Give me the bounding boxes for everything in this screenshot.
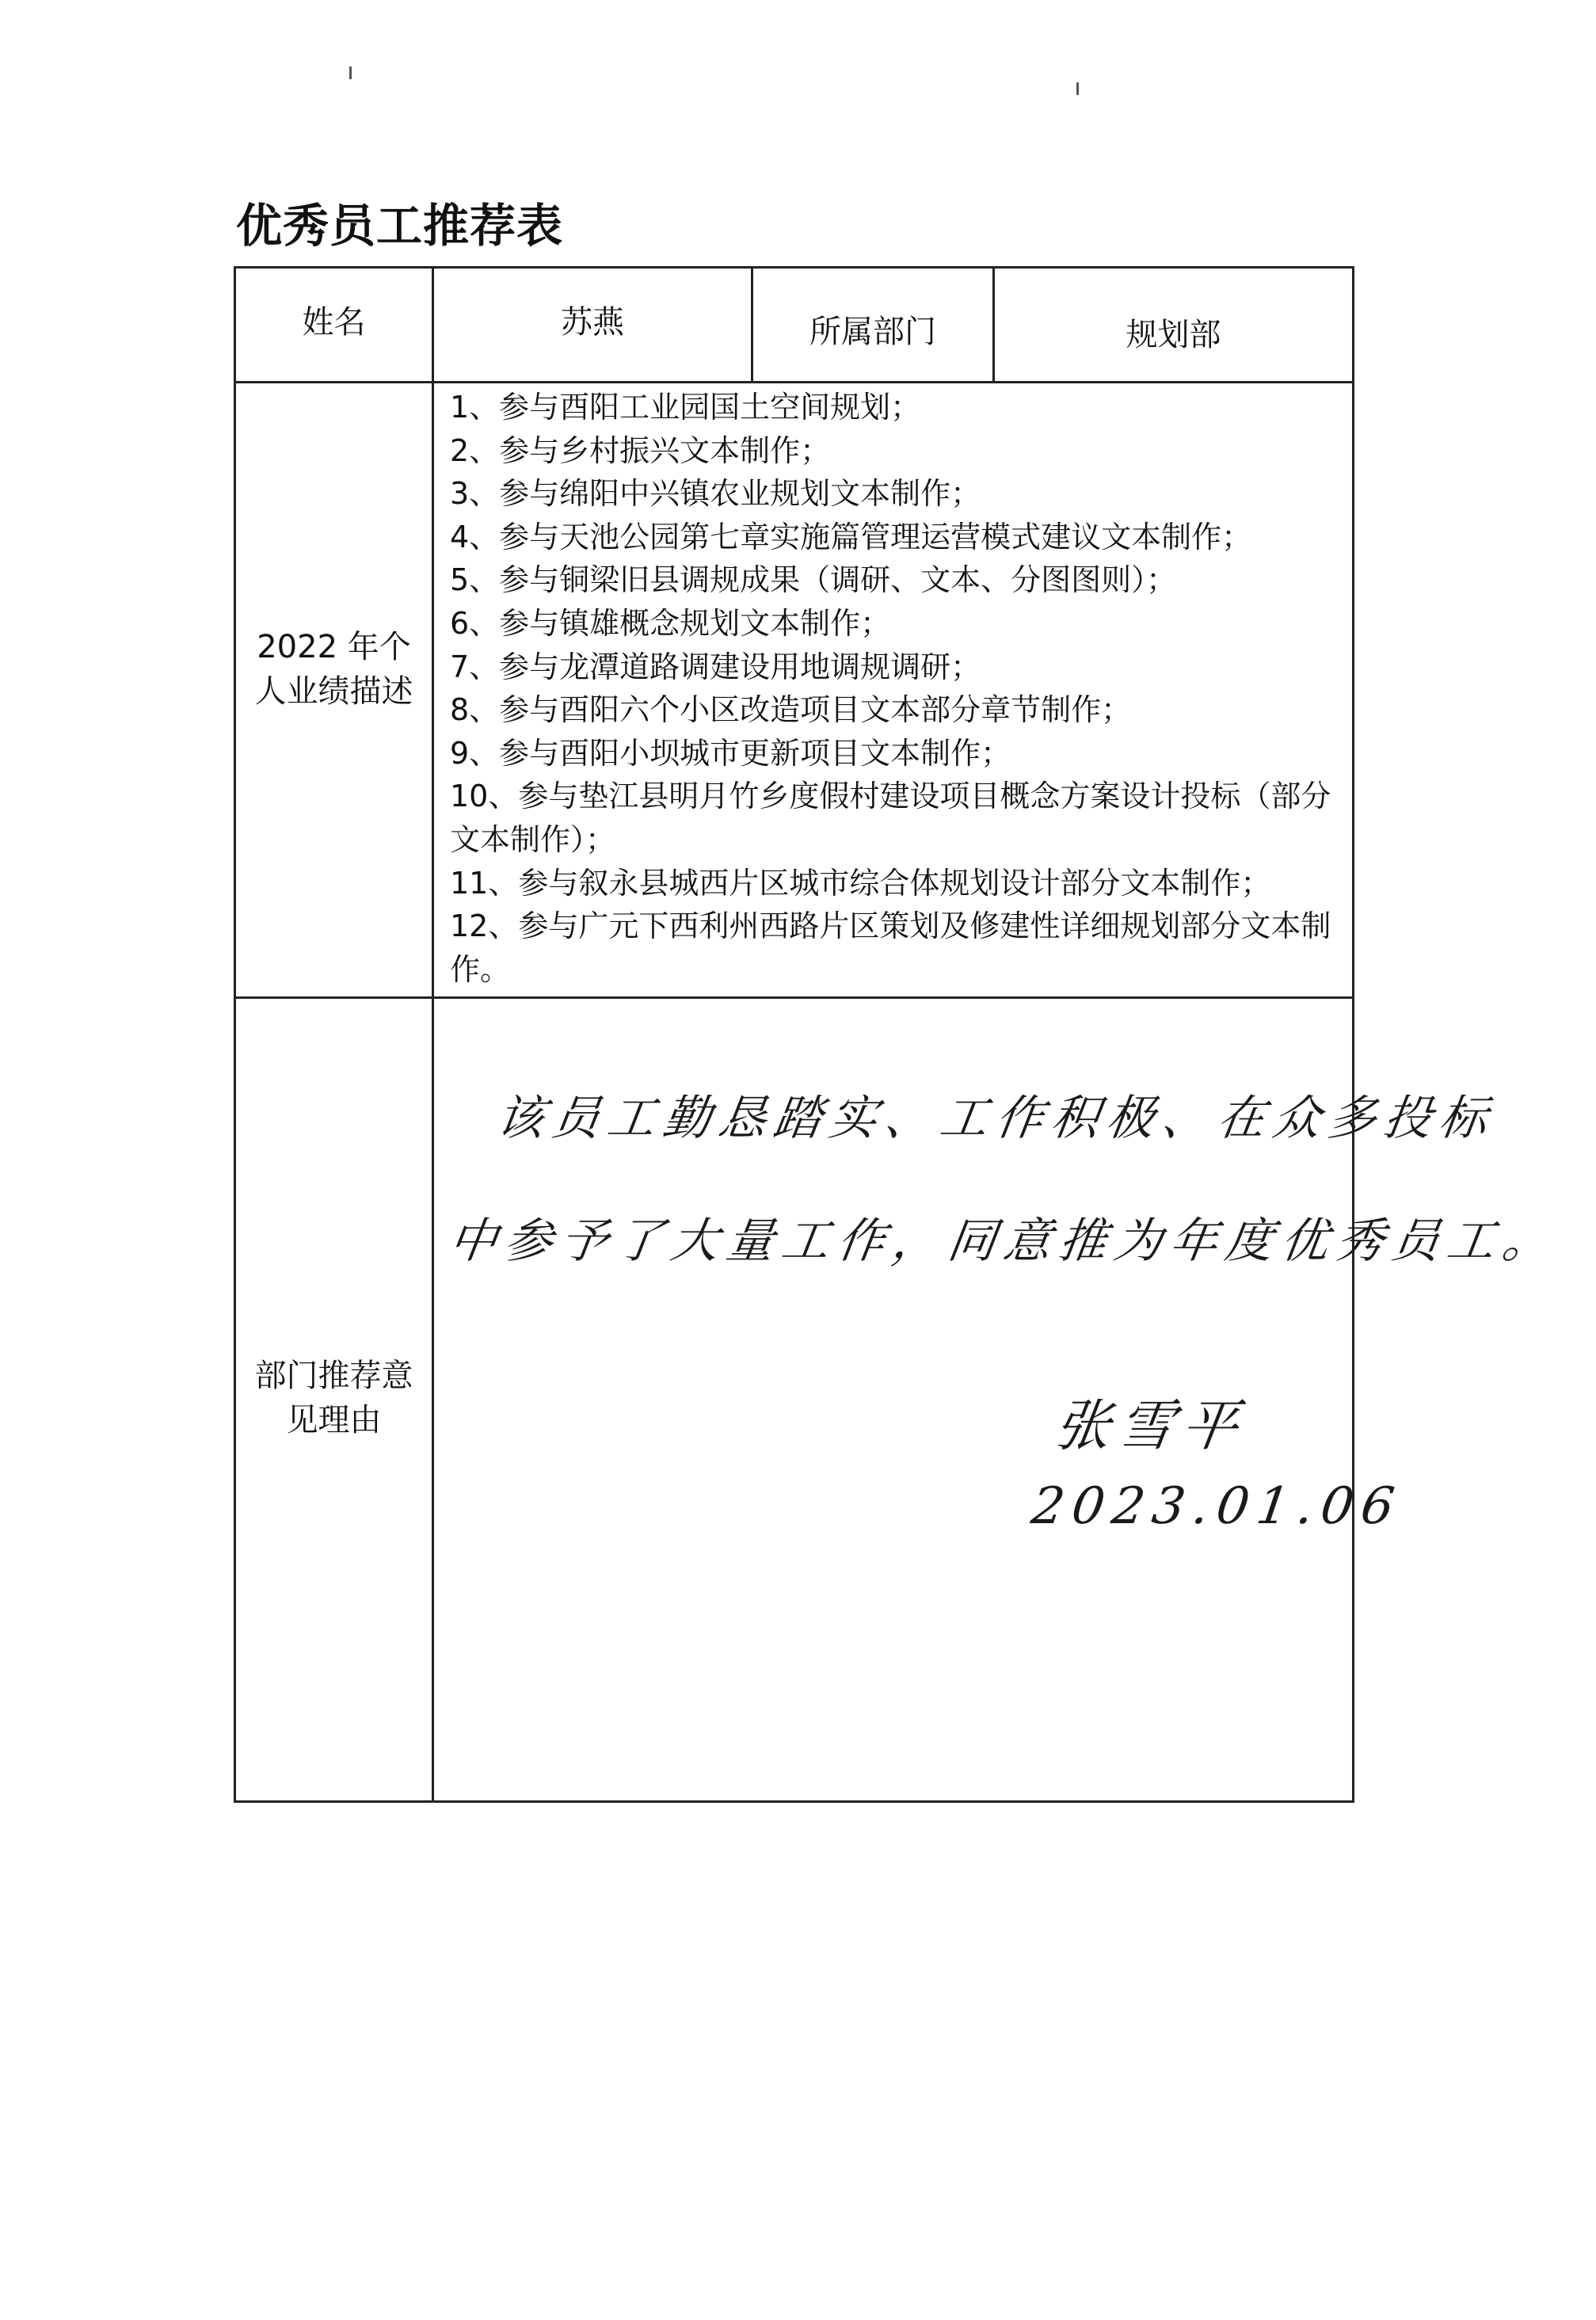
list-item: 10、参与垫江县明月竹乡度假村建设项目概念方案设计投标（部分文本制作）； xyxy=(450,779,1331,857)
name-value: 苏燕 xyxy=(561,304,624,341)
dept-value: 规划部 xyxy=(1126,317,1221,353)
recommendation-label: 部门推荐意见理由 xyxy=(254,1358,413,1438)
page-title: 优秀员工推荐表 xyxy=(236,199,564,253)
list-item: 3、参与绵阳中兴镇农业规划文本制作； xyxy=(450,476,981,512)
scan-speck-right xyxy=(1076,82,1079,95)
list-item: 2、参与乡村振兴文本制作； xyxy=(450,432,831,468)
handwritten-line-1: 该员工勤恳踏实、工作积极、在众多投标 xyxy=(493,1091,1499,1146)
recommendation-form-table xyxy=(234,266,1563,1803)
performance-list xyxy=(450,386,1341,991)
label-column-divider xyxy=(432,269,434,1800)
list-item: 12、参与广元下西利州西路片区策划及修建性详细规划部分文本制作。 xyxy=(450,909,1331,987)
signature: 张雪平 xyxy=(1050,1393,1250,1458)
name-label: 姓名 xyxy=(302,304,366,341)
list-item: 8、参与酉阳六个小区改造项目文本部分章节制作； xyxy=(450,692,1132,728)
list-item: 11、参与叙永县城西片区城市综合体规划设计部分文本制作； xyxy=(450,865,1271,901)
signature-date: 2023.01.06 xyxy=(1027,1477,1406,1536)
scan-speck-left xyxy=(349,67,352,79)
list-item: 9、参与酉阳小坝城市更新项目文本制作； xyxy=(450,735,1011,771)
list-item: 6、参与镇雄概念规划文本制作； xyxy=(450,605,891,641)
list-item: 7、参与龙潭道路调建设用地调规调研； xyxy=(450,649,981,684)
row-divider-2 xyxy=(236,996,1352,999)
signature-block xyxy=(1027,1381,1406,1536)
list-item: 1、参与酉阳工业园国土空间规划； xyxy=(450,390,921,425)
list-item: 5、参与铜梁旧县调规成果（调研、文本、分图图则）； xyxy=(450,562,1177,598)
row-divider-1 xyxy=(236,381,1352,383)
performance-label: 2022 年个人业绩描述 xyxy=(254,629,413,710)
list-item: 4、参与天池公园第七章实施篇管理运营模式建议文本制作； xyxy=(450,519,1252,554)
dept-label: 所属部门 xyxy=(809,314,936,350)
handwritten-line-2: 中参予了大量工作，同意推为年度优秀员工。 xyxy=(445,1213,1563,1269)
